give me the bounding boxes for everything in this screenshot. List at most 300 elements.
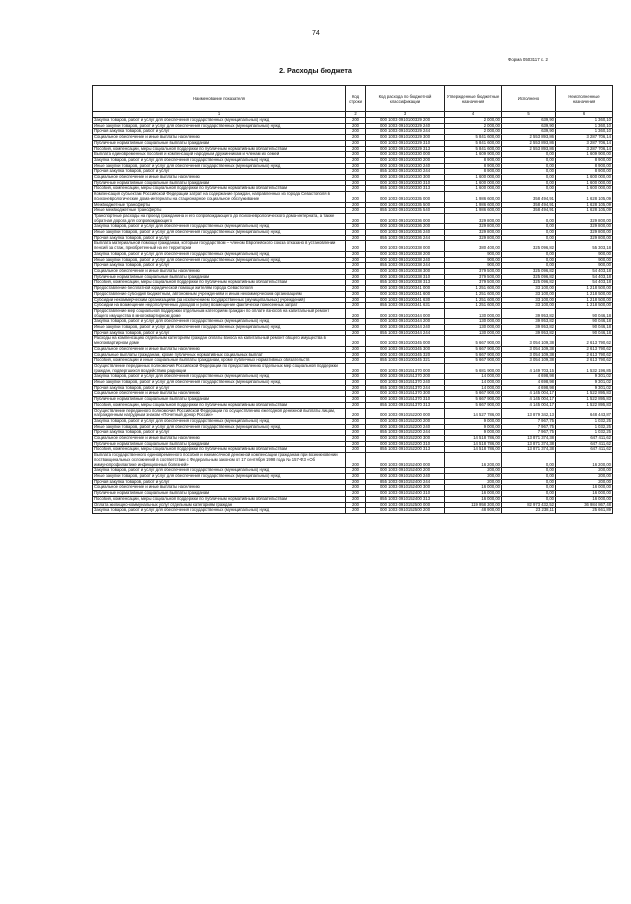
row-executed: 7 967,75 <box>502 430 556 436</box>
row-class-code: 000 1003 0910100329 240 <box>366 123 445 129</box>
row-approved: 2 000,00 <box>445 123 502 129</box>
row-executed: 0,00 <box>502 169 556 175</box>
row-approved: 14 527 786,00 <box>445 408 502 418</box>
row-approved: 1 600 000,00 <box>445 180 502 186</box>
row-name: Прочая закупка товаров, работ и услуг <box>93 479 346 485</box>
row-line-code: 200 <box>346 485 366 491</box>
row-approved: 329 800,00 <box>445 213 502 223</box>
row-approved: 200,00 <box>445 474 502 480</box>
row-class-code: 000 1003 0910100345 320 <box>366 352 445 358</box>
col-header-line-code: Код строки <box>346 86 366 112</box>
row-unexecuted: 1 218 500,00 <box>556 297 613 303</box>
row-line-code: 200 <box>346 230 366 236</box>
row-executed: 33 100,00 <box>502 297 556 303</box>
row-executed: 0,00 <box>502 175 556 181</box>
row-line-code: 200 <box>346 280 366 286</box>
table-row <box>93 319 613 325</box>
row-approved: 8 900,00 <box>445 163 502 169</box>
row-approved: 2 000,00 <box>445 118 502 124</box>
row-unexecuted: 647 411,62 <box>556 447 613 453</box>
row-unexecuted: 16 200,00 <box>556 453 613 468</box>
row-name: Социальное обеспечение и иные выплаты населению <box>93 391 346 397</box>
row-class-code: 000 1003 0910100344 240 <box>366 325 445 331</box>
table-row <box>93 346 613 352</box>
row-name: Закупка товаров, работ и услуг для обеспечения государственных (муниципальных) нужд <box>93 374 346 380</box>
row-class-code: 000 1003 0910100330 200 <box>366 157 445 163</box>
table-body <box>93 118 613 514</box>
table-row <box>93 447 613 453</box>
row-name: Иные закупки товаров, работ и услуг для обеспечения государственных (муниципальных) нужд <box>93 474 346 480</box>
row-unexecuted: 9 301,02 <box>556 374 613 380</box>
row-unexecuted: 54 403,18 <box>556 280 613 286</box>
row-approved: 8 900,00 <box>445 157 502 163</box>
row-line-code: 200 <box>346 363 366 373</box>
row-executed: 0,00 <box>502 213 556 223</box>
row-class-code: 000 1003 0910152500 200 <box>366 508 445 514</box>
row-approved: 200,00 <box>445 479 502 485</box>
row-line-code: 200 <box>346 430 366 436</box>
row-class-code: 000 1003 0910100329 313 <box>366 146 445 152</box>
row-class-code: 000 1003 0910152400 200 <box>366 468 445 474</box>
row-name: Пособия, компенсации, меры социальной поддержки по публичным нормативным обязательствам <box>93 447 346 453</box>
row-name: Публичные нормативные социальные выплаты гражданам <box>93 180 346 186</box>
row-line-code: 200 <box>346 325 366 331</box>
row-executed: 4 145 004,17 <box>502 397 556 403</box>
table-row <box>93 297 613 303</box>
row-unexecuted: 2 613 790,62 <box>556 336 613 346</box>
row-name: Предоставление субсидий бюджетным, автономным учреждениям и иным некоммерческим организациям <box>93 291 346 297</box>
row-executed: 0,00 <box>502 491 556 497</box>
row-approved: 900,00 <box>445 251 502 257</box>
row-line-code: 200 <box>346 391 366 397</box>
table-row <box>93 408 613 418</box>
row-executed: 0,00 <box>502 163 556 169</box>
row-unexecuted: 90 046,18 <box>556 330 613 336</box>
row-approved: 1 251 600,00 <box>445 286 502 292</box>
table-row <box>93 502 613 508</box>
row-executed: 39 953,82 <box>502 308 556 318</box>
row-executed: 4 698,98 <box>502 385 556 391</box>
table-row <box>93 135 613 141</box>
col-header-unexecuted: Неисполненные назначения <box>556 86 613 112</box>
col-number: 6 <box>556 112 613 118</box>
row-executed: 4 698,98 <box>502 374 556 380</box>
row-line-code: 200 <box>346 129 366 135</box>
row-name: Иные закупки товаров, работ и услуг для обеспечения государственных (муниципальных) нужд <box>93 230 346 236</box>
row-unexecuted: 200,00 <box>556 468 613 474</box>
row-line-code: 200 <box>346 358 366 364</box>
row-executed: 13 871 374,38 <box>502 441 556 447</box>
row-class-code: 000 1003 0910100330 300 <box>366 175 445 181</box>
row-name: Расходы на компенсацию отдельным категориям граждан оплаты взноса на капитальный ремонт общего имущества в многоквартирном доме <box>93 336 346 346</box>
row-line-code: 200 <box>346 186 366 192</box>
row-unexecuted: 2 613 790,62 <box>556 346 613 352</box>
row-executed: 0,00 <box>502 235 556 241</box>
row-unexecuted: 900,00 <box>556 251 613 257</box>
row-line-code: 200 <box>346 491 366 497</box>
row-executed: 0,00 <box>502 468 556 474</box>
row-class-code: 000 1003 0910100338 000 <box>366 241 445 251</box>
row-unexecuted: 329 800,00 <box>556 224 613 230</box>
row-class-code: 000 1003 0910152200 240 <box>366 424 445 430</box>
row-unexecuted: 90 046,18 <box>556 325 613 331</box>
row-approved: 1 600 000,00 <box>445 186 502 192</box>
table-row <box>93 402 613 408</box>
row-executed: 3 054 109,38 <box>502 352 556 358</box>
col-header-executed: Исполнено <box>502 86 556 112</box>
row-name: Публичные нормативные социальные выплаты гражданам <box>93 491 346 497</box>
row-class-code: 855 1003 0910100341 631 <box>366 303 445 309</box>
row-line-code: 200 <box>346 468 366 474</box>
row-executed: 33 100,00 <box>502 291 556 297</box>
row-executed: 2 553 893,86 <box>502 140 556 146</box>
row-executed: 4 149 703,15 <box>502 363 556 373</box>
row-unexecuted: 329 800,00 <box>556 213 613 223</box>
row-executed: 7 967,75 <box>502 418 556 424</box>
row-name: Публичные нормативные социальные выплаты гражданам <box>93 441 346 447</box>
header-row <box>93 86 613 112</box>
row-approved: 16 200,00 <box>445 453 502 468</box>
row-line-code: 200 <box>346 146 366 152</box>
row-approved: 1 251 600,00 <box>445 291 502 297</box>
row-approved: 16 000,00 <box>445 491 502 497</box>
row-line-code: 200 <box>346 157 366 163</box>
table-row <box>93 303 613 309</box>
row-executed: 325 096,82 <box>502 280 556 286</box>
row-class-code: 000 1003 0910100330 000 <box>366 152 445 158</box>
row-line-code: 200 <box>346 447 366 453</box>
row-executed: 0,00 <box>502 496 556 502</box>
row-line-code: 200 <box>346 319 366 325</box>
row-executed: 7 967,75 <box>502 424 556 430</box>
row-executed: 325 096,82 <box>502 268 556 274</box>
row-unexecuted: 1 600 000,00 <box>556 186 613 192</box>
row-executed: 0,00 <box>502 257 556 263</box>
row-approved: 5 667 900,00 <box>445 402 502 408</box>
row-approved: 379 500,00 <box>445 274 502 280</box>
row-line-code: 200 <box>346 352 366 358</box>
row-unexecuted: 647 411,62 <box>556 441 613 447</box>
row-name: Закупка товаров, работ и услуг для обеспечения государственных (муниципальных) нужд <box>93 157 346 163</box>
row-class-code: 855 1003 0910151370 244 <box>366 385 445 391</box>
row-name: Компенсация субъектам Российской Федерации затрат на содержание граждан, направленных из города Севастополя в психоневрологические дома-интернаты на стационарное социальное обслуживание <box>93 192 346 202</box>
row-executed: 39 953,82 <box>502 325 556 331</box>
row-class-code: 000 1003 0910100335 000 <box>366 192 445 202</box>
row-class-code: 000 1003 0910100330 310 <box>366 180 445 186</box>
row-name: Выплата государственного единовременного пособия и ежемесячной денежной компенсации гражданам при возникновении поствакцинальных осложнений в соответствии с Федеральным законом от 17 сентября 1998 года № 157-ФЗ «Об иммунопрофилактике инфекционных болезней» <box>93 453 346 468</box>
table-row <box>93 325 613 331</box>
row-unexecuted: 200,00 <box>556 474 613 480</box>
row-unexecuted: 9 301,02 <box>556 385 613 391</box>
row-unexecuted: 54 403,18 <box>556 274 613 280</box>
row-executed: 325 096,82 <box>502 241 556 251</box>
row-unexecuted: 1 360,10 <box>556 118 613 124</box>
row-name: Прочая закупка товаров, работ и услуг <box>93 430 346 436</box>
row-unexecuted: 1 522 895,83 <box>556 397 613 403</box>
row-name: Выплата единовременных пособий и компенсаций народным дружинникам и членам их семей <box>93 152 346 158</box>
row-name: Закупка товаров, работ и услуг для обеспечения государственных (муниципальных) нужд <box>93 251 346 257</box>
row-executed: 33 100,00 <box>502 286 556 292</box>
row-name: Транспортные расходы на проезд гражданина и его сопровождающего до психоневрологического дома-интерната, а также обратная дорога для сопровождающего <box>93 213 346 223</box>
row-name: Прочая закупка товаров, работ и услуг <box>93 169 346 175</box>
row-unexecuted: 1 522 895,83 <box>556 391 613 397</box>
row-line-code: 200 <box>346 268 366 274</box>
row-unexecuted: 3 287 706,14 <box>556 146 613 152</box>
table-row <box>93 140 613 146</box>
row-unexecuted: 2 613 790,62 <box>556 352 613 358</box>
row-class-code: 000 1003 0910100329 200 <box>366 118 445 124</box>
row-approved: 130 000,00 <box>445 325 502 331</box>
row-approved: 9 000,00 <box>445 430 502 436</box>
row-class-code: 000 1003 0910100336 240 <box>366 230 445 236</box>
row-unexecuted: 54 403,18 <box>556 268 613 274</box>
row-executed: 0,00 <box>502 224 556 230</box>
table-row <box>93 397 613 403</box>
table-row <box>93 280 613 286</box>
table-row <box>93 436 613 442</box>
row-unexecuted: 647 411,62 <box>556 436 613 442</box>
row-name: Прочая закупка товаров, работ и услуг <box>93 330 346 336</box>
row-class-code: 000 1003 0910151370 240 <box>366 380 445 386</box>
row-line-code: 200 <box>346 251 366 257</box>
table-row <box>93 146 613 152</box>
row-executed: 0,00 <box>502 186 556 192</box>
row-approved: 900,00 <box>445 257 502 263</box>
row-approved: 1 609 900,00 <box>445 152 502 158</box>
row-executed: 4 145 004,17 <box>502 391 556 397</box>
row-line-code: 200 <box>346 140 366 146</box>
row-line-code: 200 <box>346 286 366 292</box>
section-title: 2. Расходы бюджета <box>279 66 352 75</box>
row-line-code: 200 <box>346 436 366 442</box>
row-approved: 379 500,00 <box>445 268 502 274</box>
row-line-code: 200 <box>346 496 366 502</box>
row-approved: 48 900,00 <box>445 508 502 514</box>
row-class-code: 000 1003 0910100338 240 <box>366 257 445 263</box>
row-approved: 14 000,00 <box>445 380 502 386</box>
row-name: Социальные выплаты гражданам, кроме публичных нормативных социальных выплат <box>93 352 346 358</box>
row-executed: 4 698,98 <box>502 380 556 386</box>
row-unexecuted: 200,00 <box>556 479 613 485</box>
row-executed: 0,00 <box>502 180 556 186</box>
row-approved: 329 800,00 <box>445 230 502 236</box>
row-approved: 1 251 600,00 <box>445 297 502 303</box>
row-name: Публичные нормативные социальные выплаты гражданам <box>93 140 346 146</box>
row-class-code: 000 1003 0910152500 000 <box>366 502 445 508</box>
row-unexecuted: 1 360,10 <box>556 123 613 129</box>
row-class-code: 000 1003 0910151370 000 <box>366 363 445 373</box>
row-name: Социальное обеспечение и иные выплаты населению <box>93 485 346 491</box>
row-executed: 13 879 342,13 <box>502 408 556 418</box>
row-unexecuted: 1 628 105,09 <box>556 208 613 214</box>
row-approved: 5 841 600,00 <box>445 135 502 141</box>
row-unexecuted: 8 900,00 <box>556 169 613 175</box>
row-approved: 14 518 786,00 <box>445 436 502 442</box>
row-name: Иные закупки товаров, работ и услуг для обеспечения государственных (муниципальных) нужд <box>93 123 346 129</box>
row-line-code: 200 <box>346 291 366 297</box>
row-approved: 1 251 600,00 <box>445 303 502 309</box>
table-row <box>93 441 613 447</box>
row-line-code: 200 <box>346 202 366 208</box>
col-header-name: Наименование показателя <box>93 86 346 112</box>
row-line-code: 200 <box>346 118 366 124</box>
row-line-code: 200 <box>346 418 366 424</box>
row-name: Иные закупки товаров, работ и услуг для обеспечения государственных (муниципальных) нужд <box>93 380 346 386</box>
row-line-code: 200 <box>346 380 366 386</box>
row-name: Иные закупки товаров, работ и услуг для обеспечения государственных (муниципальных) нужд <box>93 325 346 331</box>
col-number: 4 <box>445 112 502 118</box>
row-name: Закупка товаров, работ и услуг для обеспечения государственных (муниципальных) нужд <box>93 508 346 514</box>
row-unexecuted: 36 984 867,48 <box>556 502 613 508</box>
row-unexecuted: 329 800,00 <box>556 230 613 236</box>
row-unexecuted: 3 287 706,14 <box>556 140 613 146</box>
row-unexecuted: 1 600 000,00 <box>556 180 613 186</box>
row-name: Прочая закупка товаров, работ и услуг <box>93 235 346 241</box>
row-class-code: 000 1003 0910100345 000 <box>366 336 445 346</box>
row-line-code: 200 <box>346 424 366 430</box>
row-class-code: 000 1003 0910100341 630 <box>366 297 445 303</box>
table-row <box>93 192 613 202</box>
table-row <box>93 286 613 292</box>
row-class-code: 000 1003 0910100330 240 <box>366 163 445 169</box>
row-class-code: 855 1003 0910152400 313 <box>366 496 445 502</box>
row-executed: 0,00 <box>502 453 556 468</box>
row-line-code: 200 <box>346 408 366 418</box>
row-class-code: 000 1003 0910152200 000 <box>366 408 445 418</box>
row-name: Прочая закупка товаров, работ и услуг <box>93 129 346 135</box>
page-number: 74 <box>312 30 320 37</box>
row-approved: 5 667 900,00 <box>445 346 502 352</box>
row-executed: 0,00 <box>502 152 556 158</box>
row-class-code: 000 1003 0910100336 200 <box>366 224 445 230</box>
row-name: Иные межбюджетные трансферты <box>93 208 346 214</box>
row-name: Закупка товаров, работ и услуг для обеспечения государственных (муниципальных) нужд <box>93 224 346 230</box>
row-class-code: 000 1003 0910100329 310 <box>366 140 445 146</box>
row-class-code: 855 1003 0910100335 540 <box>366 208 445 214</box>
row-class-code: 000 1003 0910152200 300 <box>366 436 445 442</box>
row-line-code: 200 <box>346 441 366 447</box>
table-row <box>93 358 613 364</box>
row-approved: 8 900,00 <box>445 169 502 175</box>
col-number: 3 <box>366 112 445 118</box>
row-name: Прочая закупка товаров, работ и услуг <box>93 263 346 269</box>
row-executed: 3 054 109,38 <box>502 346 556 352</box>
row-line-code: 200 <box>346 135 366 141</box>
row-line-code: 200 <box>346 192 366 202</box>
row-name: Пособия, компенсации и иные социальные выплаты гражданам, кроме публичных нормативных обязательств <box>93 358 346 364</box>
row-unexecuted: 329 800,00 <box>556 235 613 241</box>
row-unexecuted: 16 000,00 <box>556 496 613 502</box>
row-class-code: 000 1003 0910100341 000 <box>366 286 445 292</box>
row-approved: 16 000,00 <box>445 496 502 502</box>
row-unexecuted: 3 287 706,14 <box>556 135 613 141</box>
row-approved: 380 400,00 <box>445 241 502 251</box>
row-name: Социальное обеспечение и иные выплаты населению <box>93 268 346 274</box>
row-class-code: 000 1003 0910100329 244 <box>366 129 445 135</box>
table-row <box>93 453 613 468</box>
table-row <box>93 391 613 397</box>
row-approved: 1 986 600,00 <box>445 208 502 214</box>
col-header-approved: Утвержденные бюджетные назначения <box>445 86 502 112</box>
row-name: Выплата материальной помощи гражданам, которым государством – членом Европейского союза отказано в установлении пенсий за стаж, приобретенный на ее территории <box>93 241 346 251</box>
row-unexecuted: 25 661,89 <box>556 508 613 514</box>
table-row <box>93 268 613 274</box>
row-executed: 0,00 <box>502 479 556 485</box>
row-name: Пособия, компенсации, меры социальной поддержки по публичным нормативным обязательствам <box>93 186 346 192</box>
row-executed: 358 494,91 <box>502 208 556 214</box>
row-name: Прочая закупка товаров, работ и услуг <box>93 385 346 391</box>
row-class-code: 000 1003 0910100335 500 <box>366 202 445 208</box>
row-approved: 14 518 786,00 <box>445 441 502 447</box>
row-unexecuted: 1 600 000,00 <box>556 175 613 181</box>
table-row <box>93 508 613 514</box>
row-name: Иные закупки товаров, работ и услуг для обеспечения государственных (муниципальных) нужд <box>93 163 346 169</box>
row-approved: 5 841 600,00 <box>445 146 502 152</box>
row-class-code: 855 1003 0910100345 321 <box>366 358 445 364</box>
row-name: Социальное обеспечение и иные выплаты населению <box>93 346 346 352</box>
row-class-code: 000 1003 0910151370 300 <box>366 391 445 397</box>
row-name: Социальное обеспечение и иные выплаты населению <box>93 135 346 141</box>
row-class-code: 000 1003 0910100338 300 <box>366 268 445 274</box>
row-approved: 900,00 <box>445 263 502 269</box>
row-name: Пособия, компенсации, меры социальной поддержки по публичным нормативным обязательствам <box>93 146 346 152</box>
row-class-code: 855 1003 0910152200 244 <box>366 430 445 436</box>
row-unexecuted: 1 032,25 <box>556 418 613 424</box>
row-approved: 9 000,00 <box>445 418 502 424</box>
row-approved: 14 000,00 <box>445 374 502 380</box>
row-approved: 329 800,00 <box>445 235 502 241</box>
row-executed: 39 953,82 <box>502 330 556 336</box>
row-line-code: 200 <box>346 213 366 223</box>
table-row <box>93 308 613 318</box>
row-class-code: 000 1003 0910152400 310 <box>366 491 445 497</box>
row-approved: 5 841 600,00 <box>445 140 502 146</box>
row-name: Пособия, компенсации, меры социальной поддержки по публичным нормативным обязательствам <box>93 496 346 502</box>
row-unexecuted: 648 443,87 <box>556 408 613 418</box>
row-approved: 130 000,00 <box>445 330 502 336</box>
row-line-code: 200 <box>346 453 366 468</box>
row-class-code: 855 1003 0910100338 244 <box>366 263 445 269</box>
row-approved: 5 667 900,00 <box>445 358 502 364</box>
row-line-code: 200 <box>346 508 366 514</box>
row-unexecuted: 900,00 <box>556 263 613 269</box>
row-name: Пособия, компенсации, меры социальной поддержки по публичным нормативным обязательствам <box>93 280 346 286</box>
row-approved: 14 000,00 <box>445 385 502 391</box>
row-executed: 23 238,11 <box>502 508 556 514</box>
table-row <box>93 291 613 297</box>
row-name: Публичные нормативные социальные выплаты гражданам <box>93 274 346 280</box>
row-executed: 0,00 <box>502 157 556 163</box>
col-header-class-code: Код расхода по бюджетной классификации <box>366 86 445 112</box>
row-class-code: 000 1003 0910100341 600 <box>366 291 445 297</box>
row-name: Осуществление переданного полномочия Российской Федерации по осуществлению ежегодной денежной выплаты лицам, награжденным нагрудным знаком «Почетный донор России» <box>93 408 346 418</box>
row-name: Пособия, компенсации, меры социальной поддержки по публичным нормативным обязательствам <box>93 402 346 408</box>
row-line-code: 200 <box>346 169 366 175</box>
row-executed: 358 494,91 <box>502 192 556 202</box>
row-unexecuted: 1 360,10 <box>556 129 613 135</box>
row-unexecuted: 8 900,00 <box>556 163 613 169</box>
expenses-table <box>92 85 613 514</box>
row-class-code: 855 1003 0910100330 313 <box>366 186 445 192</box>
row-line-code: 200 <box>346 263 366 269</box>
col-number: 2 <box>346 112 366 118</box>
row-class-code: 000 1003 0910151370 310 <box>366 397 445 403</box>
row-class-code: 855 1003 0910100330 244 <box>366 169 445 175</box>
row-approved: 5 667 900,00 <box>445 336 502 346</box>
row-class-code: 000 1003 0910152400 240 <box>366 474 445 480</box>
row-class-code: 000 1003 0910100338 200 <box>366 251 445 257</box>
row-approved: 379 500,00 <box>445 280 502 286</box>
